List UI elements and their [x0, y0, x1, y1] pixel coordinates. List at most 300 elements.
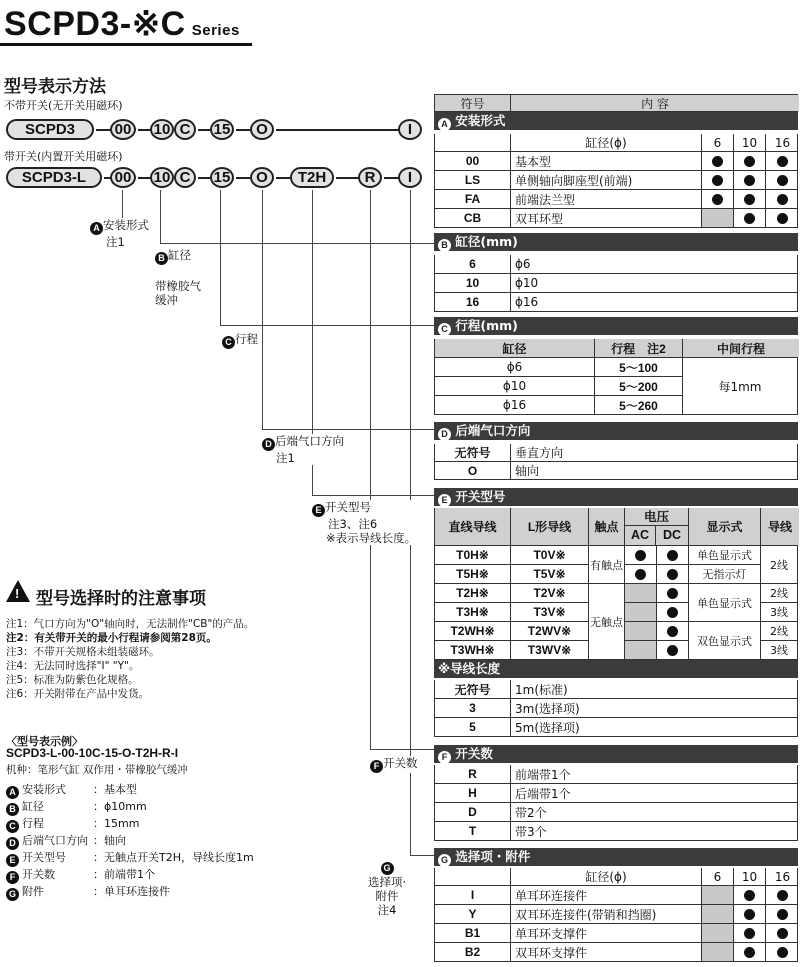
table-cell — [625, 641, 657, 659]
leader-line — [220, 190, 221, 326]
table-cell: I — [435, 886, 511, 904]
annotation-G: G 选择项· 附件 注4 — [368, 858, 406, 917]
table-cell: H — [435, 784, 511, 802]
no-switch-label: 不带开关(无开关用磁环) — [4, 99, 123, 112]
leader-line — [370, 749, 434, 750]
marker-C-icon: C — [6, 820, 19, 833]
cautions-heading: 型号选择时的注意事项 — [36, 589, 206, 609]
table-cell: T — [435, 822, 511, 840]
table-cell: 10 — [435, 274, 511, 292]
annotation-D: D 后端气口方向 注1 — [262, 434, 344, 465]
table-cell: CB — [435, 209, 511, 227]
example-item-value: ：前端带1个 — [93, 868, 155, 881]
table-cell: 6 — [702, 868, 734, 885]
marker-D-icon: D — [6, 837, 19, 850]
filled-dot-icon — [744, 947, 755, 958]
table-cell — [625, 546, 657, 564]
example-item — [6, 816, 254, 833]
table-cell — [702, 943, 734, 961]
example-desc: 机种：笔形气缸 双作用・带橡胶气缓冲 — [6, 764, 188, 776]
table-row — [434, 209, 798, 228]
dash — [276, 177, 290, 179]
table-cell: 5～260 — [595, 396, 683, 414]
contact-group: 无触点 — [589, 584, 624, 660]
example-item — [6, 867, 254, 884]
table-cell — [766, 171, 799, 189]
series-label: Series — [191, 22, 240, 39]
marker-B-icon: B — [155, 252, 168, 265]
marker-D-icon: D — [262, 438, 275, 451]
table-cell: B2 — [435, 943, 511, 961]
table-cell: LS — [435, 171, 511, 189]
table-cell: 单耳环连接件 — [511, 886, 702, 904]
table-cell — [625, 603, 657, 621]
filled-dot-icon — [635, 569, 646, 580]
filled-dot-icon — [777, 947, 788, 958]
table-cell — [702, 171, 734, 189]
leader-line — [262, 429, 434, 430]
table-cell: 5m(选择项) — [515, 720, 580, 735]
table-cell — [702, 152, 734, 170]
table-cell: 缸径(ϕ) — [511, 868, 702, 885]
filled-dot-icon — [667, 645, 678, 656]
table-cell: 内 容 — [511, 95, 799, 111]
table-cell: T3WV※ — [511, 641, 589, 659]
lead-count: 2线 — [761, 584, 797, 603]
how-to-order-heading: 型号表示方法 — [4, 77, 106, 97]
section-title-text: ※导线长度 — [438, 661, 501, 676]
leader-line — [410, 855, 434, 856]
table-cell: 符号 — [435, 95, 511, 111]
table-row — [434, 190, 798, 209]
table-row — [434, 822, 798, 841]
table-cell: D — [435, 803, 511, 821]
table-row — [434, 803, 798, 822]
section-title — [434, 660, 798, 678]
marker-E-icon: E — [438, 494, 451, 507]
marker-F-icon: F — [6, 871, 19, 884]
display-type: 单色显示式 — [689, 584, 760, 622]
code-pill-cushion: C — [174, 119, 196, 140]
table-cell: 基本型 — [511, 152, 702, 170]
code-pill-cushion: C — [174, 167, 196, 188]
table-cell — [766, 886, 799, 904]
marker-D-icon: D — [438, 428, 451, 441]
table-cell — [766, 152, 799, 170]
leader-line — [160, 243, 434, 244]
code-pill-series: SCPD3-L — [6, 167, 102, 188]
table-cell: 5 — [435, 718, 511, 736]
table-cell: B1 — [435, 924, 511, 942]
table-cell — [734, 190, 766, 208]
table-row — [434, 699, 798, 718]
table-cell: 无符号 — [435, 680, 511, 698]
dash — [138, 177, 150, 179]
section-title-text: 后端气口方向 — [455, 423, 531, 438]
filled-dot-icon — [635, 550, 646, 561]
dash — [198, 177, 210, 179]
example-item — [6, 782, 254, 799]
filled-dot-icon — [777, 194, 788, 205]
table-cell — [766, 190, 799, 208]
marker-C-icon: C — [222, 336, 235, 349]
table-cell — [734, 905, 766, 923]
code-pill-option: I — [398, 119, 422, 140]
leader-line — [160, 190, 161, 244]
table-cell: T0V※ — [511, 546, 589, 564]
table-cell: T2WV※ — [511, 622, 589, 640]
section-title-text: 缸径(mm) — [455, 234, 518, 249]
warning-exclamation-icon: ! — [15, 586, 20, 601]
note-3: 注3：不带开关规格未组装磁环。 — [6, 646, 160, 658]
lead-count: 3线 — [761, 641, 797, 660]
table-cell: 双耳环型 — [511, 209, 702, 227]
table-cell: 缸径 — [435, 339, 595, 357]
table-cell: 10 — [734, 134, 766, 151]
table-cell: ϕ16 — [435, 396, 595, 414]
marker-G-icon: G — [6, 888, 19, 901]
display-type: 双色显示式 — [689, 622, 760, 660]
table-cell — [766, 924, 799, 942]
marker-E-icon: E — [6, 854, 19, 867]
cautions-notes — [6, 617, 254, 701]
table-cell: ϕ6 — [515, 257, 531, 271]
filled-dot-icon — [667, 626, 678, 637]
table-cell: Y — [435, 905, 511, 923]
example-heading: 〈型号表示例〉 — [6, 735, 83, 748]
annotation-F: F 开关数 — [370, 756, 418, 773]
table-cell — [734, 209, 766, 227]
table-row — [434, 943, 798, 962]
table-cell: FA — [435, 190, 511, 208]
marker-C-icon: C — [438, 323, 451, 336]
table-cell — [435, 868, 511, 885]
example-item-label: 附件 — [22, 885, 44, 898]
filled-dot-icon — [777, 175, 788, 186]
table-cell: T3V※ — [511, 603, 589, 621]
table-row — [434, 680, 798, 699]
filled-dot-icon — [712, 194, 723, 205]
filled-dot-icon — [744, 194, 755, 205]
example-item-value: ：轴向 — [93, 834, 126, 847]
table-cell: 显示式 — [689, 508, 761, 545]
dash — [138, 129, 150, 131]
voltage-label: 电压 — [625, 508, 688, 526]
section-title-text: 选择项・附件 — [455, 849, 531, 864]
table-cell: T3H※ — [435, 603, 511, 621]
table-cell — [734, 943, 766, 961]
dash — [336, 177, 358, 179]
example-item — [6, 884, 254, 901]
filled-dot-icon — [667, 550, 678, 561]
leader-line — [220, 325, 434, 326]
table-cell: 行程 注2 — [595, 339, 683, 357]
table-cell — [702, 886, 734, 904]
table-cell: 前端法兰型 — [511, 190, 702, 208]
section-title — [434, 745, 798, 763]
table-cell: T0H※ — [435, 546, 511, 564]
code-pill-stroke: 15 — [210, 167, 234, 188]
table-cell — [657, 584, 689, 602]
table-cell: 双耳环连接件(带销和挡圈) — [511, 905, 702, 923]
dash — [198, 129, 210, 131]
filled-dot-icon — [777, 928, 788, 939]
filled-dot-icon — [667, 607, 678, 618]
marker-F-icon: F — [370, 760, 383, 773]
table-cell: 导线 — [761, 508, 799, 545]
title-underline — [0, 43, 252, 46]
code-pill-switch: T2H — [290, 167, 334, 188]
leader-line — [312, 495, 434, 496]
table-row — [434, 274, 798, 293]
table-cell: 带3个 — [515, 824, 547, 839]
table-row — [434, 171, 798, 190]
note-2: 注2：有关带开关的最小行程请参阅第28页。 — [6, 632, 217, 644]
table-cell: T2V※ — [511, 584, 589, 602]
lead-count: 3线 — [761, 603, 797, 622]
table-row — [434, 765, 798, 784]
marker-G-icon: G — [438, 854, 451, 867]
table-cell — [766, 209, 799, 227]
marker-F-icon: F — [438, 751, 451, 764]
example-item-value: ：单耳环连接件 — [93, 885, 170, 898]
filled-dot-icon — [777, 156, 788, 167]
filled-dot-icon — [777, 213, 788, 224]
code-pill-mounting: 00 — [110, 119, 136, 140]
table-row — [434, 886, 798, 905]
filled-dot-icon — [777, 890, 788, 901]
table-cell: 前端带1个 — [515, 767, 571, 782]
example-item-value: ：无触点开关T2H，导线长度1m — [93, 851, 254, 864]
table-cell: 无符号 — [435, 444, 511, 461]
leader-line — [370, 190, 371, 750]
table-cell: ϕ6 — [435, 358, 595, 376]
section-title-text: 安装形式 — [455, 113, 506, 128]
marker-B-icon: B — [6, 803, 19, 816]
marker-A-icon: A — [90, 222, 103, 235]
table-cell: 双耳环支撑件 — [511, 943, 702, 961]
code-pill-bore: 10 — [150, 119, 174, 140]
table-row — [434, 152, 798, 171]
table-cell — [657, 603, 689, 621]
example-item-label: 开关数 — [22, 868, 55, 881]
section-title — [434, 317, 798, 335]
example-item-value: ：15mm — [93, 817, 140, 830]
table-cell — [625, 622, 657, 640]
table-cell — [702, 209, 734, 227]
table-cell: 后端带1个 — [515, 786, 571, 801]
note-4: 注4：无法同时选择"I" "Y"。 — [6, 660, 140, 672]
example-item — [6, 850, 254, 867]
display-type: 单色显示式 — [689, 546, 760, 565]
section-title — [434, 488, 798, 506]
example-model: SCPD3-L-00-10C-15-O-T2H-R-I — [6, 746, 179, 760]
note-1: 注1：气口方向为"O"轴向时，无法制作"CB"的产品。 — [6, 618, 255, 630]
table-cell — [657, 565, 689, 583]
example-item-label: 开关型号 — [22, 851, 66, 864]
filled-dot-icon — [744, 890, 755, 901]
contact-group: 有触点 — [589, 546, 624, 584]
table-row — [434, 444, 798, 462]
lead-count: 2线 — [761, 622, 797, 641]
table-row — [434, 339, 798, 358]
table-cell: 直线导线 — [435, 508, 511, 545]
table-cell: T5V※ — [511, 565, 589, 583]
ac-label: AC — [625, 526, 656, 545]
table-cell: 16 — [435, 293, 511, 311]
table-row — [434, 508, 798, 546]
code-pill-stroke: 15 — [210, 119, 234, 140]
display-type: 无指示灯 — [689, 565, 760, 584]
table-cell — [702, 924, 734, 942]
annotation-C: C 行程 — [222, 332, 258, 349]
table-cell — [766, 943, 799, 961]
table-cell — [702, 905, 734, 923]
dash — [276, 129, 398, 131]
section-title — [434, 848, 798, 866]
page-title: SCPD3-※C Series — [4, 5, 240, 43]
table-cell: 10 — [734, 868, 766, 885]
filled-dot-icon — [744, 156, 755, 167]
annotation-B: B 缸径 带橡胶气 缓冲 — [155, 248, 201, 307]
example-item — [6, 833, 254, 850]
table-cell — [657, 641, 689, 659]
marker-B-icon: B — [438, 239, 451, 252]
table-cell: R — [435, 765, 511, 783]
table-cell: 单侧轴向脚座型(前端) — [511, 171, 702, 189]
table-cell: 1m(标准) — [515, 682, 568, 697]
table-cell: L形导线 — [511, 508, 589, 545]
leader-line — [262, 190, 263, 430]
table-cell — [625, 584, 657, 602]
filled-dot-icon — [744, 909, 755, 920]
filled-dot-icon — [744, 928, 755, 939]
code-pill-option: I — [398, 167, 422, 188]
table-cell — [766, 905, 799, 923]
table-cell: 16 — [774, 869, 791, 884]
table-row — [434, 924, 798, 943]
table-row — [434, 255, 798, 274]
table-cell — [657, 622, 689, 640]
marker-A-icon: A — [6, 786, 19, 799]
table-cell: 3m(选择项) — [515, 701, 580, 716]
table-cell — [734, 924, 766, 942]
table-cell — [657, 546, 689, 564]
table-cell: 00 — [435, 152, 511, 170]
dash — [236, 129, 250, 131]
table-cell: 触点 — [589, 508, 625, 545]
table-cell: T3WH※ — [435, 641, 511, 659]
example-item — [6, 799, 254, 816]
section-title — [434, 422, 798, 440]
example-item-value: ：ϕ10mm — [93, 800, 147, 813]
table-cell — [734, 171, 766, 189]
filled-dot-icon — [744, 175, 755, 186]
table-cell — [734, 886, 766, 904]
spec-table — [434, 94, 798, 960]
code-pill-mounting: 00 — [110, 167, 136, 188]
table-cell: 16 — [774, 135, 791, 150]
lead-count: 2线 — [761, 546, 797, 584]
example-item-label: 行程 — [22, 817, 44, 830]
voltage-header — [625, 508, 688, 545]
table-cell: 单耳环支撑件 — [511, 924, 702, 942]
table-cell — [625, 565, 657, 583]
section-title — [434, 233, 798, 251]
example-item-label: 后端气口方向 — [22, 834, 88, 847]
example-item-label: 安装形式 — [22, 783, 66, 796]
dc-label: DC — [662, 528, 682, 542]
filled-dot-icon — [712, 175, 723, 186]
code-pill-port: O — [250, 119, 274, 140]
section-title — [434, 112, 798, 130]
table-cell: T2WH※ — [435, 622, 511, 640]
table-cell: 3 — [435, 699, 511, 717]
filled-dot-icon — [777, 909, 788, 920]
filled-dot-icon — [667, 569, 678, 580]
table-cell: 5～200 — [595, 377, 683, 395]
table-cell: 轴向 — [515, 464, 540, 478]
filled-dot-icon — [667, 588, 678, 599]
table-cell: T5H※ — [435, 565, 511, 583]
annotation-A: A 安装形式 注1 — [90, 218, 149, 249]
table-row — [434, 462, 798, 480]
table-row — [434, 868, 798, 886]
marker-A-icon: A — [438, 118, 451, 131]
code-pill-bore: 10 — [150, 167, 174, 188]
table-cell: 垂直方向 — [515, 446, 564, 460]
code-pill-switch-qty: R — [358, 167, 382, 188]
table-row — [434, 94, 798, 112]
dash — [236, 177, 250, 179]
filled-dot-icon — [744, 213, 755, 224]
example-items — [6, 782, 254, 901]
table-row — [434, 718, 798, 737]
code-pill-port: O — [250, 167, 274, 188]
table-cell: O — [435, 462, 511, 479]
dash — [384, 177, 398, 179]
marker-E-icon: E — [312, 504, 325, 517]
example-item-value: ：基本型 — [93, 783, 137, 796]
table-cell: ϕ10 — [435, 377, 595, 395]
dash — [96, 129, 110, 131]
table-cell — [702, 190, 734, 208]
section-title-text: 开关型号 — [455, 489, 506, 504]
table-cell: 5～100 — [595, 358, 683, 376]
example-item-label: 缸径 — [22, 800, 44, 813]
table-cell: T2H※ — [435, 584, 511, 602]
table-cell: ϕ10 — [515, 276, 539, 290]
table-row — [434, 905, 798, 924]
annotation-E: E 开关型号 注3、注6 ※表示导线长度。 — [312, 500, 416, 545]
note-5: 注5：标准为防紫色化规格。 — [6, 674, 139, 686]
note-6: 注6：开关附带在产品中发货。 — [6, 688, 150, 700]
table-cell — [435, 134, 511, 151]
table-cell — [734, 152, 766, 170]
table-cell: ϕ16 — [515, 295, 539, 309]
table-cell: 缸径(ϕ) — [511, 134, 702, 151]
mid-stroke-cell: 每1mm — [683, 358, 797, 414]
marker-G-icon: G — [381, 862, 394, 875]
table-cell: 带2个 — [515, 805, 547, 820]
with-switch-label: 带开关(内置开关用磁环) — [4, 150, 123, 163]
table-cell: 中间行程 — [683, 339, 799, 357]
table-cell: 6 — [702, 134, 734, 151]
table-cell: 6 — [435, 255, 511, 273]
table-row — [434, 784, 798, 803]
table-row — [434, 293, 798, 312]
filled-dot-icon — [712, 156, 723, 167]
